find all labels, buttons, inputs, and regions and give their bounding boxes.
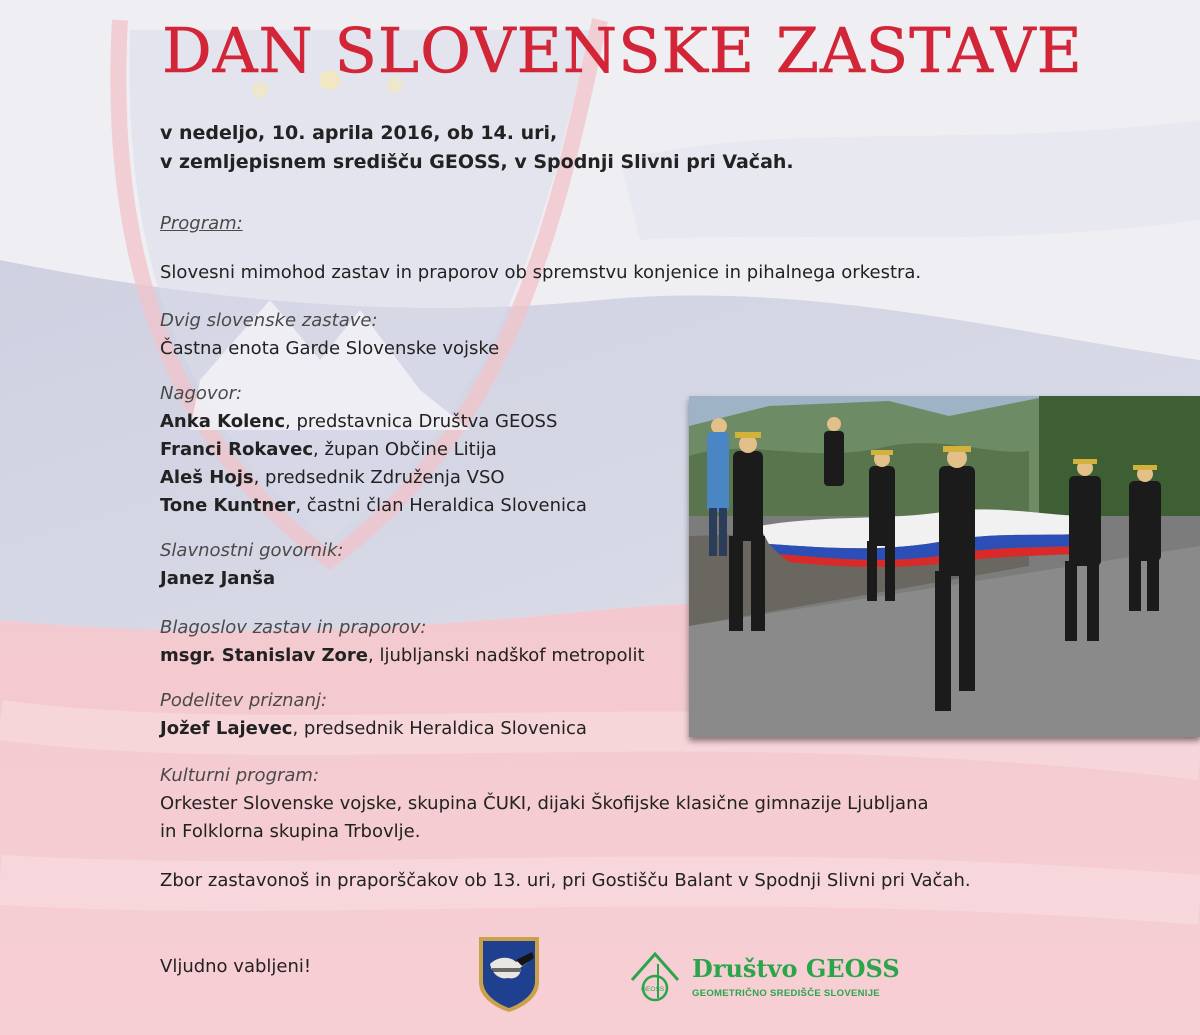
keynote-section <box>160 537 344 593</box>
speaker-row: Franci Rokavec, župan Občine Litija <box>160 439 497 460</box>
geoss-subtitle: GEOMETRIČNO SREDIŠČE SLOVENIJE <box>692 988 880 999</box>
photo-illustration <box>689 396 1200 737</box>
program-label: Program: <box>160 213 243 234</box>
keynote-label: Slavnostni govornik: <box>160 540 344 561</box>
blessing-section <box>160 614 645 670</box>
geoss-name: Društvo GEOSS <box>692 954 900 983</box>
closing-text: Vljudno vabljeni! <box>160 956 312 977</box>
military-crest-logo <box>476 934 542 1014</box>
flag-raising-text: Častna enota Garde Slovenske vojske <box>160 338 500 359</box>
culture-section <box>160 762 929 846</box>
crest-shield-graphic <box>476 934 542 1014</box>
awards-section <box>160 687 587 743</box>
speeches-section <box>160 380 587 520</box>
parade-text: Slovesni mimohod zastav in praporov ob spremstvu konjenice in pihalnega orkestra. <box>160 262 922 283</box>
culture-line: in Folklorna skupina Trbovlje. <box>160 821 421 842</box>
flag-raising-label: Dvig slovenske zastave: <box>160 310 378 331</box>
geoss-mark-icon <box>628 950 682 1002</box>
event-date: v nedeljo, 10. aprila 2016, ob 14. uri, <box>160 122 558 144</box>
blessing-row: msgr. Stanislav Zore, ljubljanski nadškof metropolit <box>160 645 645 666</box>
geoss-logo <box>628 950 900 1006</box>
honor-guard-photo <box>689 396 1200 737</box>
flag-raising-section <box>160 307 499 363</box>
awards-label: Podelitev priznanj: <box>160 690 328 711</box>
geoss-mark-text: GEOSS <box>641 986 665 993</box>
keynote-name: Janez Janša <box>160 568 276 589</box>
blessing-label: Blagoslov zastav in praporov: <box>160 617 427 638</box>
speaker-row: Anka Kolenc, predstavnica Društva GEOSS <box>160 411 558 432</box>
culture-label: Kulturni program: <box>160 765 320 786</box>
event-location: v zemljepisnem središču GEOSS, v Spodnji Slivni pri Vačah. <box>160 151 794 173</box>
speaker-row: Tone Kuntner, častni član Heraldica Slovenica <box>160 495 587 516</box>
event-date-location <box>160 119 794 177</box>
gathering-text: Zbor zastavonoš in praporščakov ob 13. uri, pri Gostišču Balant v Spodnji Slivni pri Vačah. <box>160 870 971 891</box>
culture-line: Orkester Slovenske vojske, skupina ČUKI, dijaki Škofijske klasične gimnazije Ljubljana <box>160 793 929 814</box>
page-title: DAN SLOVENSKE ZASTAVE <box>162 14 1083 87</box>
speaker-row: Aleš Hojs, predsednik Združenja VSO <box>160 467 505 488</box>
awards-row: Jožef Lajevec, predsednik Heraldica Slovenica <box>160 718 587 739</box>
speeches-label: Nagovor: <box>160 383 243 404</box>
